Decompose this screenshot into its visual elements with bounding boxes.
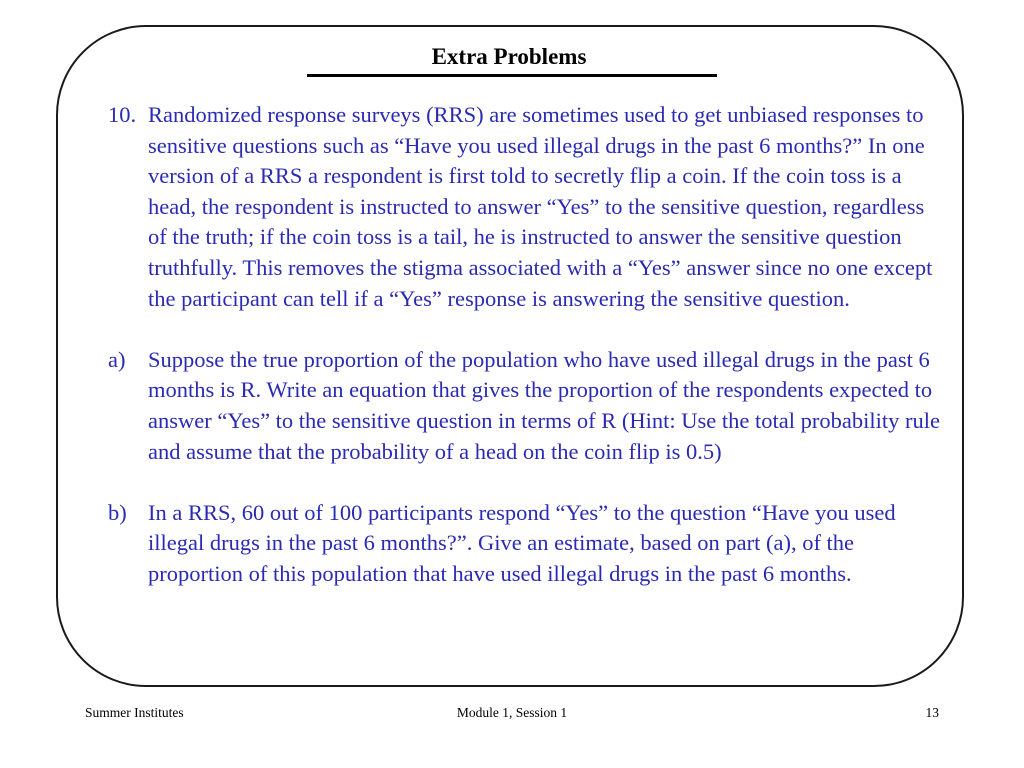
part-b-text: In a RRS, 60 out of 100 participants respond “Yes” to the question “Have you used illegal drugs in the past 6 months?”. Give an estimate, based on part (a), of the proportion of this population that have used illegal drugs in the past 6 months. — [148, 499, 896, 586]
problem-text: Randomized response surveys (RRS) are sometimes used to get unbiased responses to sensitive questions such as “Have you used illegal drugs in the past 6 months?” In one version of a RRS a respondent is first told to secretly flip a coin. If the coin toss is a head, the respondent is instructed to answer “Yes” to the sensitive question, regardless of the truth; if the coin toss is a tail, he is instructed to answer the sensitive question truthfully. This removes the stigma associated with a “Yes” answer since no one except the participant can tell if a “Yes” response is answering the sensitive question. — [148, 102, 933, 311]
part-b — [108, 498, 948, 590]
footer-organization: Summer Institutes — [85, 705, 184, 720]
part-a — [108, 345, 948, 467]
part-a-marker: a) — [108, 346, 126, 372]
footer-page-number: 13 — [925, 705, 939, 720]
problem-statement — [108, 100, 948, 314]
problem-number: 10. — [108, 102, 137, 127]
title-underline — [307, 74, 717, 77]
part-b-marker: b) — [108, 499, 127, 525]
slide-title: Extra Problems — [431, 44, 587, 69]
footer-session: Module 1, Session 1 — [456, 705, 568, 720]
problem-content — [108, 100, 948, 590]
part-a-text: Suppose the true proportion of the population who have used illegal drugs in the past 6 months is R. Write an equation that gives the proportion of the respondents expected to answer “Yes” to the sensitive question in terms of R (Hint: Use the total probability rule and assume that the probability of a head on the coin flip is 0.5) — [148, 346, 940, 464]
